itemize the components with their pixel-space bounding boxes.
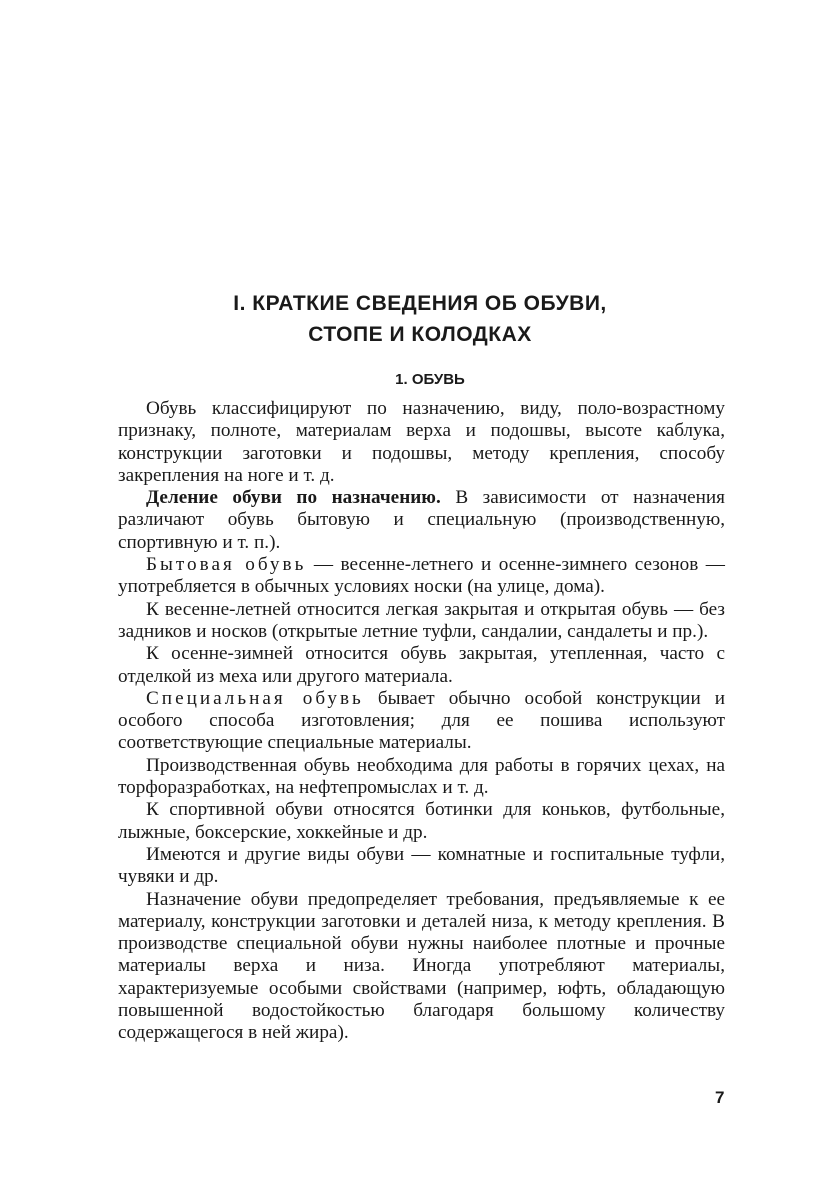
paragraph-lead: Деление обуви по назначению.	[146, 487, 441, 509]
paragraph	[118, 643, 725, 688]
paragraph	[118, 398, 725, 487]
paragraph	[118, 799, 725, 844]
page-number: 7	[715, 1088, 725, 1107]
paragraph-text: Имеются и другие виды обуви — комнатные и госпитальные туфли, чувяки и др.	[118, 843, 725, 888]
paragraph-text: В зависимости от назначения различают обувь бытовую и специальную (производственную, спортивную и т. п.).	[118, 487, 726, 553]
body-text	[118, 398, 725, 1045]
section-title: 1. ОБУВЬ	[395, 371, 465, 388]
paragraph	[118, 688, 725, 755]
paragraph-text: — весенне-летнего и осенне-зимнего сезонов — употребляется в обычных условиях носки (на улице, дома).	[118, 554, 725, 598]
paragraph-text: бывает обычно особой конструкции и особого способа изготовления; для ее пошива используют соответствующие специальные материалы.	[118, 687, 725, 754]
paragraph-text: К осенне-зимней относится обувь закрытая, утепленная, часто с отделкой из меха или другого материала.	[118, 643, 725, 687]
paragraph-text: Назначение обуви предопределяет требования, предъявляемые к ее материалу, конструкции заготовки и деталей низа, к методу крепления. В производстве специальной обуви нужны наиболее плотные и прочные материалы верха и низа. Иногда употребляют материалы, характеризуемые особыми свойствами (например, юфть, обладающую повышенной водостойкостью благодаря большому количеству содержащегося в ней жира).	[118, 888, 725, 1044]
chapter-title-line-1: I. КРАТКИЕ СВЕДЕНИЯ ОБ ОБУВИ,	[233, 292, 607, 315]
paragraph-text: К спортивной обуви относятся ботинки для коньков, футбольные, лыжные, боксерские, хоккейные и др.	[118, 799, 725, 843]
chapter-title-line-2: СТОПЕ И КОЛОДКАХ	[308, 323, 532, 346]
paragraph	[118, 554, 725, 599]
paragraph-lead: Бытовая обувь	[146, 554, 307, 576]
paragraph	[118, 755, 725, 800]
paragraph-text: К весенне-летней относится легкая закрытая и открытая обувь — без задников и носков (открытые летние туфли, сандалии, сандалеты и пр.).	[118, 598, 725, 642]
paragraph	[118, 889, 725, 1045]
paragraph-text: Производственная обувь необходима для работы в горячих цехах, на торфоразработках, на нефтепромыслах и т. д.	[118, 754, 725, 799]
paragraph-text: Обувь классифицируют по назначению, виду, поло-возрастному признаку, полноте, материалам верха и подошвы, высоте каблука, конструкции заготовки и подошвы, методу крепления, способу закрепления на ноге и т. д.	[118, 398, 725, 486]
paragraph	[118, 487, 725, 554]
paragraph-lead: Специальная обувь	[146, 687, 364, 709]
paragraph	[118, 844, 725, 889]
chapter-title	[0, 288, 840, 350]
paragraph	[118, 599, 725, 644]
